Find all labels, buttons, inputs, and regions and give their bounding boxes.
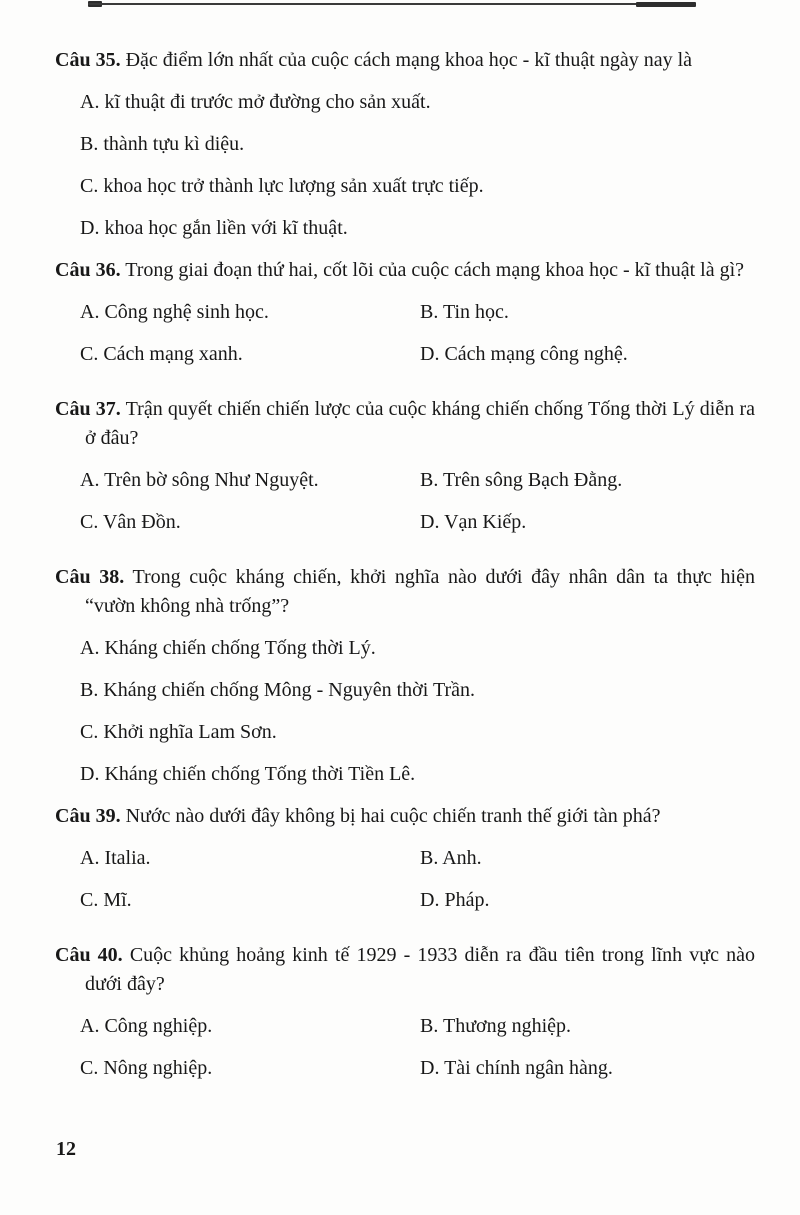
question-text: Đặc điểm lớn nhất của cuộc cách mạng khoa học - kĩ thuật ngày nay là bbox=[125, 49, 693, 71]
answer-option: C. Nông nghiệp. bbox=[80, 1057, 213, 1079]
answer-option: D. Vạn Kiếp. bbox=[420, 511, 527, 533]
answer-option: B. Anh. bbox=[420, 847, 482, 869]
question-block bbox=[55, 563, 755, 789]
scan-edge-line bbox=[88, 3, 695, 5]
answer-option: D. Tài chính ngân hàng. bbox=[420, 1057, 613, 1079]
question-label: Câu 35. bbox=[55, 49, 121, 71]
question-text: Cuộc khủng hoảng kinh tế 1929 - 1933 diễn ra đầu tiên trong lĩnh vực nào dưới đây? bbox=[85, 944, 756, 995]
question-label: Câu 38. bbox=[55, 566, 125, 588]
question-text: Trong cuộc kháng chiến, khởi nghĩa nào dưới đây nhân dân ta thực hiện “vườn không nhà trống”? bbox=[85, 566, 755, 617]
question-block bbox=[55, 802, 755, 928]
options bbox=[80, 88, 755, 243]
question-label: Câu 37. bbox=[55, 398, 121, 420]
answer-option: A. Công nghiệp. bbox=[80, 1015, 213, 1037]
answer-option: B. Kháng chiến chống Mông - Nguyên thời Trần. bbox=[80, 679, 475, 701]
answer-option: C. Vân Đồn. bbox=[80, 511, 181, 533]
answer-option: A. Công nghệ sinh học. bbox=[80, 301, 269, 323]
page-number: 12 bbox=[56, 1138, 76, 1160]
answer-option: A. Trên bờ sông Như Nguyệt. bbox=[80, 469, 319, 491]
question-block bbox=[55, 395, 755, 550]
options bbox=[80, 634, 755, 789]
answer-option: C. Khởi nghĩa Lam Sơn. bbox=[80, 721, 277, 743]
options bbox=[80, 466, 755, 550]
options bbox=[80, 298, 755, 382]
answer-option: C. Cách mạng xanh. bbox=[80, 343, 243, 365]
question-block bbox=[55, 256, 755, 382]
options bbox=[80, 1012, 755, 1096]
answer-option: A. Kháng chiến chống Tống thời Lý. bbox=[80, 637, 376, 659]
answer-option: B. thành tựu kì diệu. bbox=[80, 133, 245, 155]
question-text: Trận quyết chiến chiến lược của cuộc kháng chiến chống Tống thời Lý diễn ra ở đâu? bbox=[85, 398, 755, 449]
question-block bbox=[55, 46, 755, 243]
question-stem bbox=[55, 256, 755, 285]
options bbox=[80, 844, 755, 928]
answer-option: A. Italia. bbox=[80, 847, 151, 869]
answer-option: B. Tin học. bbox=[420, 301, 509, 323]
question-stem bbox=[55, 46, 755, 75]
answer-option: B. Thương nghiệp. bbox=[420, 1015, 572, 1037]
question-stem bbox=[55, 563, 755, 621]
question-label: Câu 36. bbox=[55, 259, 121, 281]
question-stem bbox=[55, 802, 755, 831]
question-stem bbox=[55, 395, 755, 453]
answer-option: D. Cách mạng công nghệ. bbox=[420, 343, 628, 365]
question-text: Nước nào dưới đây không bị hai cuộc chiến tranh thế giới tàn phá? bbox=[125, 805, 661, 827]
answer-option: B. Trên sông Bạch Đằng. bbox=[420, 469, 623, 491]
question-label: Câu 40. bbox=[55, 944, 123, 966]
question-list bbox=[55, 46, 755, 1096]
answer-option: A. kĩ thuật đi trước mở đường cho sản xuất. bbox=[80, 91, 431, 113]
question-block bbox=[55, 941, 755, 1096]
question-label: Câu 39. bbox=[55, 805, 121, 827]
question-stem bbox=[55, 941, 755, 999]
question-text: Trong giai đoạn thứ hai, cốt lõi của cuộc cách mạng khoa học - kĩ thuật là gì? bbox=[125, 259, 745, 281]
scan-edge-artifact-right bbox=[636, 2, 696, 7]
answer-option: D. khoa học gắn liền với kĩ thuật. bbox=[80, 217, 348, 239]
answer-option: C. Mĩ. bbox=[80, 889, 132, 911]
answer-option: D. Kháng chiến chống Tống thời Tiền Lê. bbox=[80, 763, 416, 785]
answer-option: D. Pháp. bbox=[420, 889, 490, 911]
answer-option: C. khoa học trở thành lực lượng sản xuất trực tiếp. bbox=[80, 175, 484, 197]
